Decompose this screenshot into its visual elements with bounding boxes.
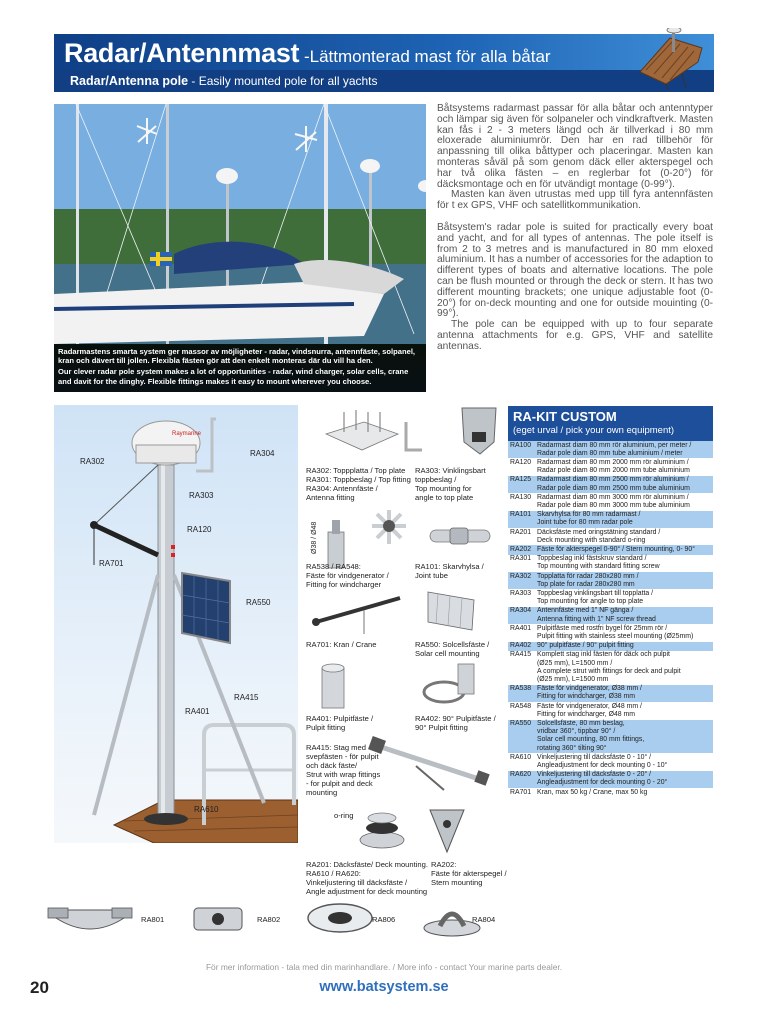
ra-kit-code: RA701 — [510, 788, 532, 796]
ra-kit-row — [508, 441, 713, 458]
photo-caption — [54, 344, 426, 392]
ra-kit-code: RA538 — [510, 685, 532, 693]
ra-kit-code: RA550 — [510, 720, 532, 727]
intro-sv-p1: Båtsystems radarmast passar för alla båtar och antenntyper och lämpar sig även för solpaneler och vindkraftverk. Masten kan fås i 2 - 3 meters längd och är tillverkad i 80 mm eloxerade aluminiumrör. Den har en rad tillbehör för anpassning till olika båttyper och placeringar. Masten kan monteras såväl på som genom däck eller akterspegel och har två olika fästen – en reglerbar fot (0-20°) för däcksmontage och en för utvändigt montage (0-99°). — [437, 103, 713, 190]
ra-kit-code: RA402 — [510, 642, 532, 650]
page-subtitle — [54, 70, 714, 92]
radar-mast-illustration — [54, 405, 298, 843]
page-title — [64, 38, 551, 69]
part-ra415-label: RA415: Stag med svepfästen - för pulpit och däck fäste/ Strut with wrap fittings - for pulpit and deck mounting — [306, 743, 381, 797]
accessory-ra801: RA801 — [141, 915, 165, 924]
header-banner — [54, 34, 714, 92]
subtitle-en-bold: Radar/Antenna pole — [70, 74, 189, 88]
part-ra201-label: RA201: Däcksfäste/ Deck mounting. RA610 / RA620: Vinkeljustering till däcksfäste / Angle adjustment for deck mounting — [306, 860, 428, 896]
ra-kit-description: Fäste för vindgenerator, Ø48 mm / Fitting for windcharger, Ø48 mm — [537, 702, 642, 718]
part-ra202-label: RA202: Fäste för akterspegel / Stern mounting — [431, 860, 507, 887]
footer-note: För mer information - tala med din marinhandlare. / More info - contact Your marine parts dealer. — [205, 962, 563, 972]
ra-kit-row — [508, 545, 713, 554]
part-ra401-label: RA401: Pulpitfäste / Pulpit fitting — [306, 714, 374, 732]
ra-kit-row — [508, 589, 713, 606]
oring-label: o-ring — [334, 811, 354, 820]
label-ra303: RA303 — [189, 491, 214, 500]
ra-kit-description: Antennfäste med 1" NF gänga / Antenna fitting with 1" NF screw thread — [537, 607, 656, 623]
mast-illustration-panel — [54, 405, 298, 843]
caption-sv: Radarmastens smarta system ger massor av möjligheter - radar, vindsnurra, antennfäste, solpanel, kran och dävert till jollen. Flexibla fästen gör att den enkelt monteras där du vill ha den. — [58, 347, 416, 366]
intro-en-p2: The pole can be equipped with up to four separate antenna attachments for e.g. GPS, VHF and satellite antennas. — [437, 319, 713, 352]
ra-kit-code: RA304 — [510, 607, 532, 615]
ra-kit-row — [508, 788, 713, 797]
ra-kit-code: RA120 — [510, 458, 532, 466]
label-ra302: RA302 — [80, 457, 105, 466]
label-ra610: RA610 — [194, 805, 219, 814]
ra-kit-row — [508, 651, 713, 685]
ra-kit-row — [508, 572, 713, 589]
ra-kit-code: RA610 — [510, 753, 532, 761]
part-ra538-label: RA538 / RA548: Fäste för vindgenerator / Fitting for windcharger — [306, 562, 389, 589]
ra-kit-description: Topplatta för radar 280x280 mm / Top plate for radar 280x280 mm — [537, 572, 639, 588]
ra-kit-description: Komplett stag inkl fästen för däck och pulpit (Ø25 mm), L=1500 mm / A complete strut with fittings for deck and pulpit (Ø25 mm), L=1500 mm — [537, 651, 681, 683]
ra-kit-row — [508, 771, 713, 788]
ra-kit-description: Vinkeljustering till däcksfäste 0 - 20° / Angleadjustment for deck mounting 0 - 20° — [537, 771, 668, 787]
intro-en-p1: Båtsystem's radar pole is suited for practically every boat and yacht, and for all types of antennas. The pole itself is from 2 to 3 metres and is manufactured in 80 mm eloxed aluminium. It has a number of accessories for the adaption to different types of boats and alternative locations. The pole can be flush mounted or through the deck or stern. It has two different mounting brackets; one unique adjustable foot (0-20°) for on-deck mounting and one for outside mouinting (0-99°). — [437, 221, 713, 320]
ra-kit-description: Solcellsfäste, 80 mm beslag, vridbar 360°, tippbar 90° / Solar cell mounting, 80 mm fittings, rotating 360° tilting 90° — [537, 720, 645, 752]
ra-kit-row — [508, 607, 713, 624]
part-ra101-label: RA101: Skarvhylsa / Joint tube — [415, 562, 484, 580]
ra-kit-title: RA-KIT CUSTOM — [513, 409, 617, 424]
title-sub: -Lättmonterad mast för alla båtar — [299, 47, 551, 66]
ra-kit-code: RA620 — [510, 771, 532, 779]
ra-kit-row — [508, 493, 713, 510]
ra-kit-header — [508, 406, 713, 441]
part-ra302-label: RA302: Toppplatta / Top plate RA301: Toppbeslag / Top fitting RA304: Antennfäste / Antenna fitting — [306, 466, 411, 502]
ra-kit-code: RA202 — [510, 545, 532, 553]
ra-kit-code: RA415 — [510, 651, 532, 659]
ra-kit-description: Toppbeslag vinklingsbart till topplatta / Top mounting for angle to top plate — [537, 589, 654, 606]
ra-kit-row — [508, 720, 713, 754]
caption-en: Our clever radar pole system makes a lot of opportunities - radar, wind charger, solar cells, crane and davit for the dinghy. Flexible fittings makes it easy to mount wherever you choose. — [58, 367, 409, 386]
label-ra550: RA550 — [246, 598, 271, 607]
ra-kit-code: RA101 — [510, 511, 532, 519]
ra-kit-row — [508, 458, 713, 475]
label-ra415: RA415 — [234, 693, 259, 702]
label-ra304: RA304 — [250, 449, 275, 458]
ra-kit-row — [508, 476, 713, 493]
boat-deck-illustration — [632, 28, 706, 90]
ra-kit-subtitle: (eget urval / pick your own equipment) — [513, 425, 675, 436]
title-main: Radar/Antennmast — [64, 38, 300, 68]
accessory-ra802: RA802 — [257, 915, 281, 924]
ra-kit-code: RA100 — [510, 441, 532, 449]
ra-kit-code: RA303 — [510, 589, 532, 597]
ra-kit-row — [508, 528, 713, 545]
ra-kit-description: Radarmast diam 80 mm 2000 mm rör aluminium / Radar pole diam 80 mm 2000 mm tube aluminium — [537, 458, 690, 475]
ra-kit-description: Pulpitfäste med rostfri bygel för 25mm rör / Pulpit fitting with stainless steel mounting (Ø25mm) — [537, 624, 694, 640]
ra-kit-description: Fäste för vindgenerator, Ø38 mm / Fitting for windcharger, Ø38 mm — [537, 685, 642, 701]
ra-kit-description: 90° pulpitfäste / 90° pulpit fitting — [537, 642, 634, 650]
ra-kit-description: Däcksfäste med oringstätning standard / Deck mounting with standard o-ring — [537, 528, 661, 544]
label-ra701: RA701 — [99, 559, 124, 568]
ra-kit-row — [508, 555, 713, 572]
ra-kit-description: Fäste för akterspegel 0-90° / Stern mounting, 0- 90° — [537, 545, 695, 553]
ra-kit-table — [508, 406, 713, 797]
ra-kit-code: RA302 — [510, 572, 532, 580]
ra-kit-description: Radarmast diam 80 mm 3000 mm rör aluminium / Radar pole diam 80 mm 3000 mm tube aluminium — [537, 493, 690, 509]
label-ra401: RA401 — [185, 707, 210, 716]
ra-kit-description: Vinkeljustering till däcksfäste 0 - 10° / Angleadjustment for deck mounting 0 - 10° — [537, 753, 668, 770]
hero-photo — [54, 104, 426, 392]
ra-kit-row — [508, 702, 713, 719]
intro-text — [437, 104, 713, 353]
ra-kit-description: Radarmast diam 80 mm 2500 mm rör aluminium / Radar pole diam 80 mm 2500 mm tube aluminium — [537, 476, 690, 492]
ra-kit-code: RA130 — [510, 493, 532, 501]
part-ra701-label: RA701: Kran / Crane — [306, 640, 377, 649]
ra-kit-row — [508, 753, 713, 770]
ra-kit-description: Kran, max 50 kg / Crane, max 50 kg — [537, 788, 648, 796]
ra-kit-code: RA548 — [510, 702, 532, 710]
ra-kit-row — [508, 511, 713, 528]
ra-kit-row — [508, 642, 713, 651]
label-ra120: RA120 — [187, 525, 212, 534]
website-link[interactable]: www.batsystem.se — [319, 979, 449, 995]
ra-kit-row — [508, 624, 713, 641]
ra-kit-code: RA125 — [510, 476, 532, 484]
ra-kit-description: Radarmast diam 80 mm rör aluminium, per meter / Radar pole diam 80 mm tube aluminium / meter — [537, 441, 692, 457]
ra-kit-code: RA301 — [510, 555, 532, 563]
radome-brand: Raymarine — [172, 431, 202, 437]
ra-kit-row — [508, 685, 713, 702]
part-ra303-label: RA303: Vinklingsbart toppbeslag / Top mounting for angle to top plate — [415, 466, 486, 502]
ra-kit-code: RA201 — [510, 528, 532, 536]
ra-kit-rows — [508, 441, 713, 797]
intro-sv-p2: Masten kan även utrustas med upp till fyra antennfästen för t ex GPS, VHF och satellitkommunikation. — [437, 189, 713, 212]
subtitle-en: - Easily mounted pole for all yachts — [188, 74, 378, 88]
page-number: 20 — [30, 978, 49, 997]
ra-kit-code: RA401 — [510, 624, 532, 632]
part-ra402-label: RA402: 90° Pulpitfäste / 90° Pulpit fitting — [415, 714, 496, 732]
accessory-ra804: RA804 — [472, 915, 496, 924]
accessory-ra806: RA806 — [372, 915, 396, 924]
part-dimension: Ø38 / Ø48 — [311, 521, 318, 554]
ra-kit-description: Toppbeslag inkl fästskruv standard / Top mounting with standard fitting screw — [537, 555, 660, 571]
part-ra550-label: RA550: Solcellsfäste / Solar cell mounting — [415, 640, 490, 658]
ra-kit-description: Skarvhylsa för 80 mm radarmast / Joint tube for 80 mm radar pole — [537, 511, 641, 527]
